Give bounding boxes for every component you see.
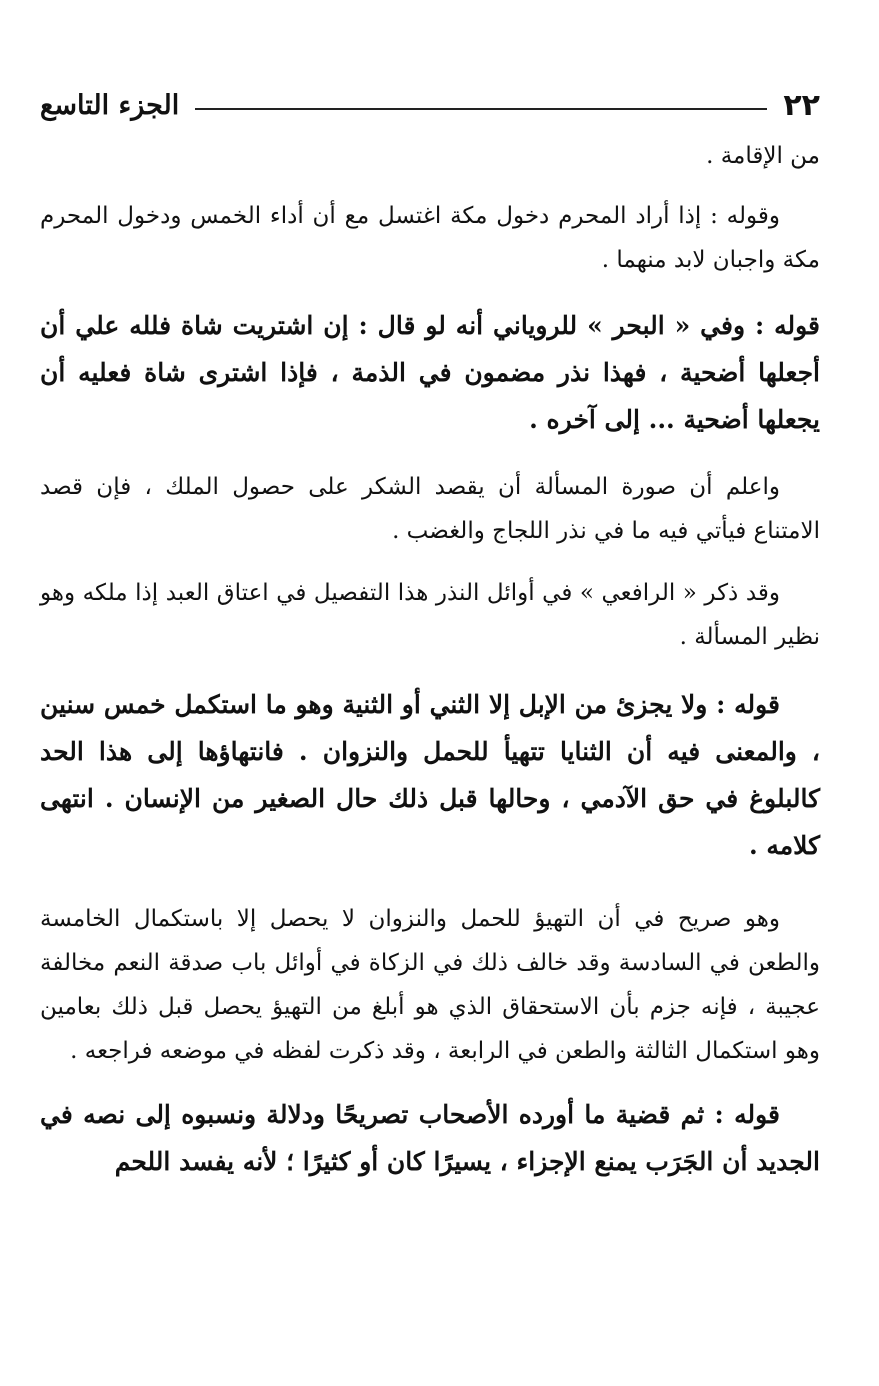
header-rule (195, 108, 767, 110)
paragraph-2: وقوله : إذا أراد المحرم دخول مكة اغتسل مع أن أداء الخمس ودخول المحرم مكة واجبان لابد منهما . (40, 203, 820, 273)
paragraph-7: وهو صريح في أن التهيؤ للحمل والنزوان لا يحصل إلا باستكمال الخامسة والطعن في السادسة وقد خالف ذلك في الزكاة في أوائل باب صدقة النعم مخالفة عجيبة ، فإنه جزم بأن الاستحقاق الذي هو أبلغ من التهيؤ يحصل قبل ذلك بعامين وهو استكمال الثالثة والطعن في الرابعة ، وقد ذكرت لفظه في موضعه فراجعه . (40, 906, 820, 1064)
book-page (40, 80, 820, 1185)
page-number: ٢٢ (783, 87, 820, 123)
paragraph-1: من الإقامة . (706, 143, 820, 169)
volume-title: الجزء التاسع (40, 89, 180, 121)
paragraph-5: وقد ذكر « الرافعي » في أوائل النذر هذا التفصيل في اعتاق العبد إذا ملكه وهو نظير المسألة . (40, 580, 820, 650)
page-header (40, 80, 820, 130)
paragraph-3-quote: قوله : وفي « البحر » للروياني أنه لو قال : إن اشتريت شاة فلله علي أن أجعلها أضحية ، فهذا نذر مضمون في الذمة ، فإذا اشترى شاة فعليه أن يجعلها أضحية ... إلى آخره . (40, 311, 820, 434)
paragraph-8-quote: قوله : ثم قضية ما أورده الأصحاب تصريحًا ودلالة ونسبوه إلى نصه في الجديد أن الجَرَب يمنع الإجزاء ، يسيرًا كان أو كثيرًا ؛ لأنه يفسد اللحم (40, 1100, 820, 1176)
paragraph-6-quote: قوله : ولا يجزئ من الإبل إلا الثني أو الثنية وهو ما استكمل خمس سنين ، والمعنى فيه أن الثنايا تتهيأ للحمل والنزوان . فانتهاؤها إلى هذا الحد كالبلوغ في حق الآدمي ، وحالها قبل ذلك حال الصغير من الإنسان . انتهى كلامه . (40, 690, 820, 860)
paragraph-4: واعلم أن صورة المسألة أن يقصد الشكر على حصول الملك ، فإن قصد الامتناع فيأتي فيه ما في نذر اللجاج والغضب . (40, 474, 820, 544)
